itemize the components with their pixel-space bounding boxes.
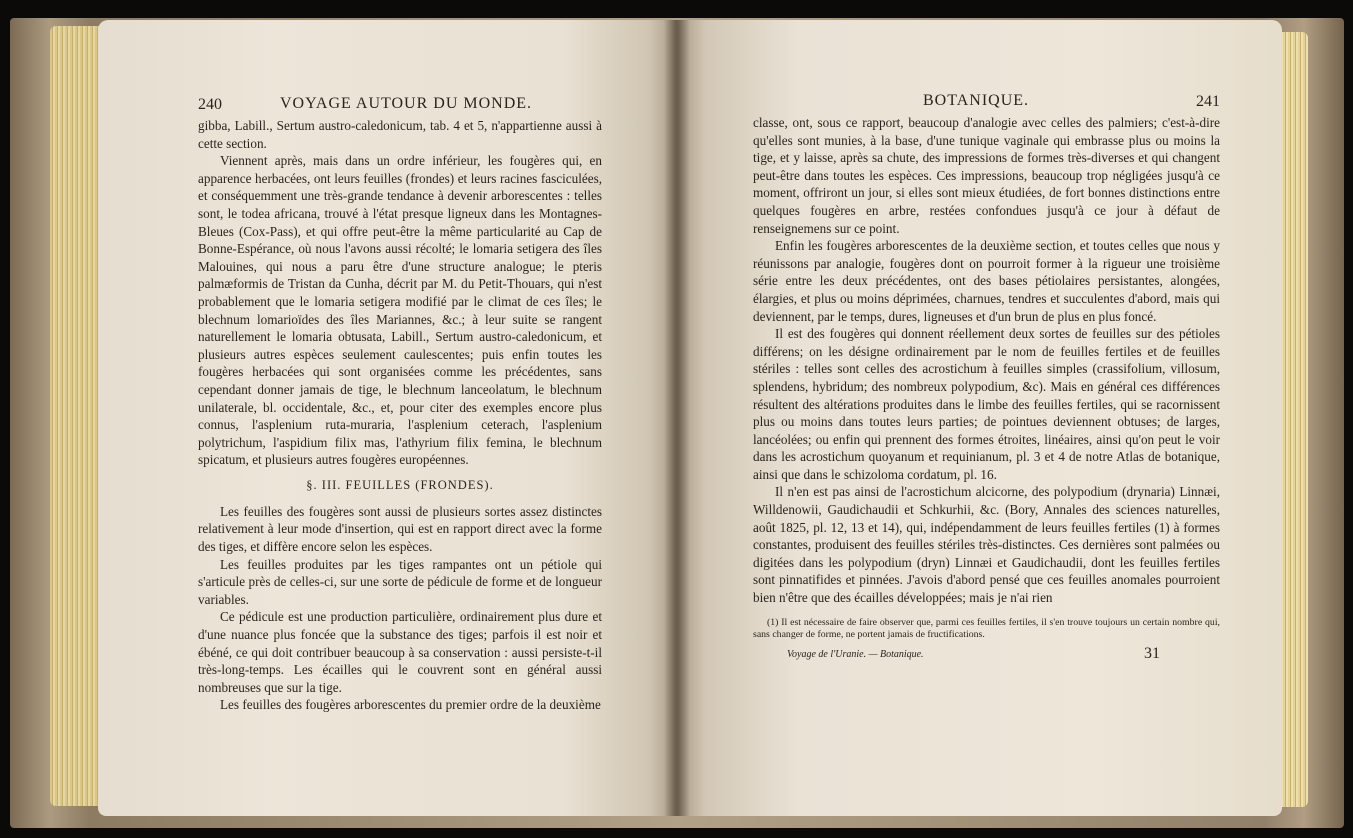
left-paragraph: Viennent après, mais dans un ordre inférieur, les fougères qui, en apparence herbacées, ont leurs feuilles (frondes) et leurs racines fasciculées, et conséquemment une très-grande tendance à devenir arborescentes : telles sont, le todea africana, trouvé à l'état presque ligneux dans les Montagnes-Bleues (Cox-Pass), et qui offre peut-être la même particularité au Cap de Bonne-Espérance, où nous l'avons aussi récolté; le lomaria setigera des îles Malouines, qui nous a paru être d'une structure analogue; le pteris palmæformis de Tristan da Cunha, décrit par M. du Petit-Thouars, qui n'est probablement que le lomaria setigera modifié par le climat de ces îles; le blechnum lomarioïdes des îles Mariannes, &c.; à leur suite se rangent naturellement le lomaria obtusata, Labill., Sertum austro-caledonicum, et plusieurs autres espèces seulement caulescentes; puis enfin toutes les fougères herbacées qui sont organisées comme les précédentes, sans cependant donner jamais de tige, le blechnum lanceolatum, le blechnum unilaterale, bl. occidentale, &c., et, pour citer des exemples encore plus connus, l'asplenium ruta-muraria, l'asplenium ceterach, l'asplenium polytrichum, l'aspidium filix mas, l'athyrium filix femina, le blechnum spicatum, et plusieurs autres fougères européennes. [198, 153, 602, 468]
section-heading: §. III. FEUILLES (FRONDES). [306, 477, 494, 492]
signature-mark: 31 [1144, 644, 1160, 662]
right-page [676, 20, 1282, 816]
footer-caption: Voyage de l'Uranie. — Botanique. [787, 648, 924, 660]
left-paragraph: Les feuilles produites par les tiges rampantes ont un pétiole qui s'articule près de celles-ci, sur une sorte de pédicule de forme et de longueur variables. [198, 556, 602, 607]
book-gutter [664, 20, 690, 816]
right-paragraph: Il n'en est pas ainsi de l'acrostichum alcicorne, des polypodium (drynaria) Linnæi, Willdenowii, Gaudichaudii et Schkurhii, &c. (Bory, Annales des sciences naturelles, août 1825, pl. 12, 13 et 14), qui, indépendamment de leurs feuilles fertiles (1) à formes constantes, produisent des feuilles stériles très-distinctes. Ces dernières sont palmées ou digitées dans les polypodium (dryn) Linnæi et Gaudichaudii, dont les feuilles fertiles sont pinnatifides et pinnées. J'avois d'abord pensé que ces feuilles anomales pourroient bien n'être que des écailles développées; mais je n'ai rien [753, 484, 1220, 606]
right-paragraph: classe, ont, sous ce rapport, beaucoup d'analogie avec celles des palmiers; c'est-à-dire qu'elles sont munies, à la base, d'une tunique vaginale qui embrasse plus ou moins la tige, et y laisse, après sa chute, des impressions de formes très-diverses et qui changent peut-être dans toutes les espèces. Ces impressions, beaucoup trop négligées jusqu'à ce moment, offriront un jour, si elles sont mieux étudiées, de fort bonnes distinctions entre quelques fougères en arbre, restées confondues jusqu'à ce jour à défaut de renseignemens sur ce point. [753, 115, 1220, 236]
footnote: (1) Il est nécessaire de faire observer que, parmi ces feuilles fertiles, il s'en trouve toujours un certain nombre qui, sans changer de forme, ne portent jamais de fructifications. [753, 616, 1220, 640]
left-page-number: 240 [198, 96, 222, 113]
left-page [98, 20, 678, 816]
left-paragraph: Les feuilles des fougères sont aussi de plusieurs sortes assez distinctes relativement à leur mode d'insertion, qui est en rapport direct avec la forme des tiges, et diffère encore selon les espèces. [198, 503, 602, 555]
page-footer [753, 645, 1220, 667]
left-paragraph: Ce pédicule est une production particulière, ordinairement plus dure et d'une nuance plus foncée que la substance des tiges; parfois il est noir et ébéné, ce qui doit contribuer beaucoup à sa conservation : aussi persiste-t-il très-long-temps. Les écailles qui le couvrent sont en général aussi nombreuses que sur la tige. [198, 609, 602, 695]
left-running-title: VOYAGE AUTOUR DU MONDE. [280, 95, 533, 112]
right-paragraph: Enfin les fougères arborescentes de la deuxième section, et toutes celles que nous y réunissons par analogie, fougères dont on pourroit former à la rigueur une troisième série entre les deux précédentes, ont des bases pétiolaires persistantes, alongées, élargies, et plus ou moins déprimées, charnues, tendres et succulentes d'abord, mais qui deviennent, par le temps, dures, ligneuses et d'un brun de plus en plus foncé. [753, 238, 1220, 324]
left-paragraph: gibba, Labill., Sertum austro-caledonicum, tab. 4 et 5, n'appartienne aussi à cette section. [198, 118, 602, 151]
right-running-title: BOTANIQUE. [923, 92, 1030, 109]
left-paragraph: Les feuilles des fougères arborescentes du premier ordre de la deuxième [220, 697, 601, 713]
left-running-head [198, 95, 602, 117]
right-paragraph: Il est des fougères qui donnent réellement deux sortes de feuilles sur des pétioles différens; on les désigne ordinairement par le nom de feuilles fertiles et de feuilles stériles : telles sont celles des acrostichum à feuilles simples (crassifolium, villosum, splendens, hybridum; des nombreux polypodium, &c). Mais en général ces différences résultent des altérations produites dans le limbe des feuilles fertiles, qui se racornissent plus ou moins dans toutes leurs parties; de pointues deviennent obtuses; de larges, lancéolées; ou enfin qui prennent des formes étroites, linéaires, ainsi qu'on peut le voir dans les acrostichum quoyanum et requinianum, pl. 3 et 4 de notre Atlas de botanique, ainsi que dans le schizoloma cordatum, pl. 16. [753, 326, 1220, 482]
right-running-head [753, 92, 1220, 114]
right-page-number: 241 [1196, 93, 1220, 110]
